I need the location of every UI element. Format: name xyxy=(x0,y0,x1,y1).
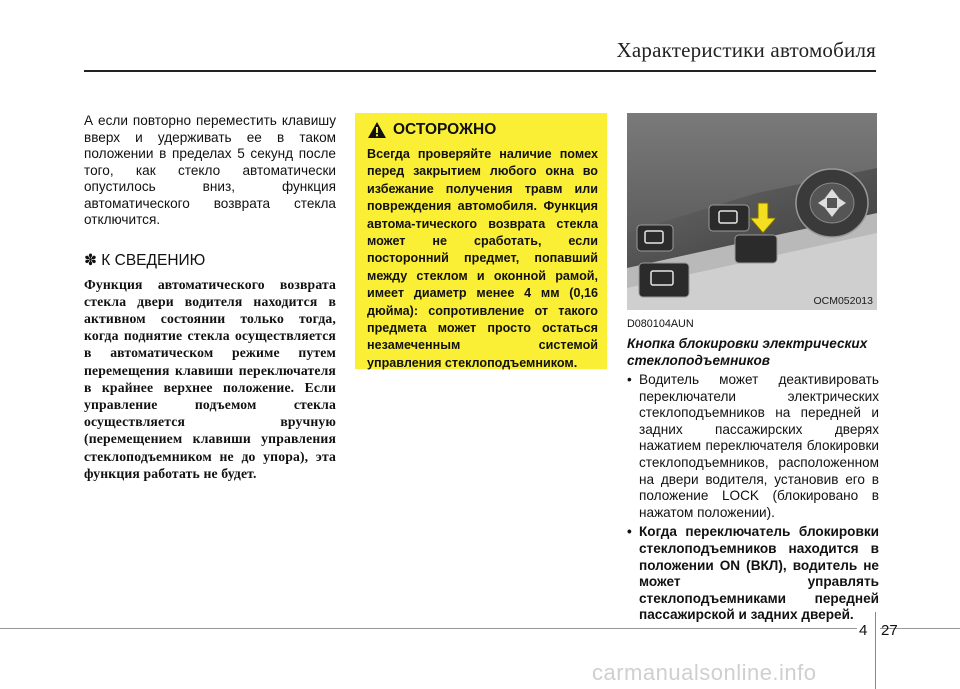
footer-divider xyxy=(875,612,876,689)
intro-paragraph: А если повторно переместить клавишу вверх и удерживать ее в таком положении в пределах 5 секунд после того, как стекло автоматически опустилось вниз, функция автоматического возврата стекла отключится. xyxy=(84,113,336,227)
bullet-text: Водитель может деактивировать переключатели электрических стеклоподъемников на передней и задних пассажирских дверях нажатием переключателя блокировки стеклоподъемников, расположенном на двери водителя, установив его в положение LOCK (блокировано в нажатом положении). xyxy=(639,372,879,520)
note-paragraph: Функция автоматического возврата стекла двери водителя находится в активном состоянии только тогда, когда поднятие стекла осуществляется в автоматическом режиме путем перемещения клавиши переключателя в крайнее верхнее положение. Если управление подъемом стекла осуществляется вручную (перемещением клавиши управления стеклоподъемником не до упора), эта функция работать не будет. xyxy=(84,276,336,481)
note-heading: ✽ К СВЕДЕНИЮ xyxy=(84,251,206,269)
left-column xyxy=(84,113,336,482)
warning-title: ОСТОРОЖНО xyxy=(393,121,497,138)
warning-text: Всегда проверяйте наличие помех перед закрытием любого окна во избежание получения травм или повреждения автомобиля. Функция автома-тического возврата стекла может не сработать, если посторонний предмет, попавший между стеклом и оконной рамой, имеет диаметр менее 4 мм (0,16 дюйма): сопротивление от такого предмета может просто остаться незамеченным системой управления стеклоподъемником. xyxy=(367,147,598,370)
page-header-title: Характеристики автомобиля xyxy=(616,38,876,62)
figure-label: OCM052013 xyxy=(813,295,873,307)
warning-box xyxy=(355,113,607,369)
header-rule xyxy=(84,70,876,72)
warning-header xyxy=(367,121,598,139)
bullet-item xyxy=(627,372,879,521)
section-subheading: Кнопка блокировки электрических стеклоподъемников xyxy=(627,336,868,368)
warning-triangle-icon xyxy=(367,121,387,139)
door-switch-illustration xyxy=(627,113,877,310)
watermark: carmanualsonline.info xyxy=(592,660,817,685)
bullet-marker: • xyxy=(627,372,632,387)
right-column xyxy=(627,318,879,627)
bullet-text: Когда переключатель блокировки стеклоподъемников находится в положении ON (ВКЛ), водитель не может управлять стеклоподъемниками передней пассажирской и задних дверей. xyxy=(639,524,879,623)
bullet-item xyxy=(627,524,879,624)
section-code: D080104AUN xyxy=(627,318,694,330)
page-number: 27 xyxy=(881,622,898,639)
chapter-number: 4 xyxy=(859,622,868,639)
footer-rule-left xyxy=(0,628,857,629)
door-switch-photo xyxy=(627,113,877,310)
bullet-marker: • xyxy=(627,524,632,540)
